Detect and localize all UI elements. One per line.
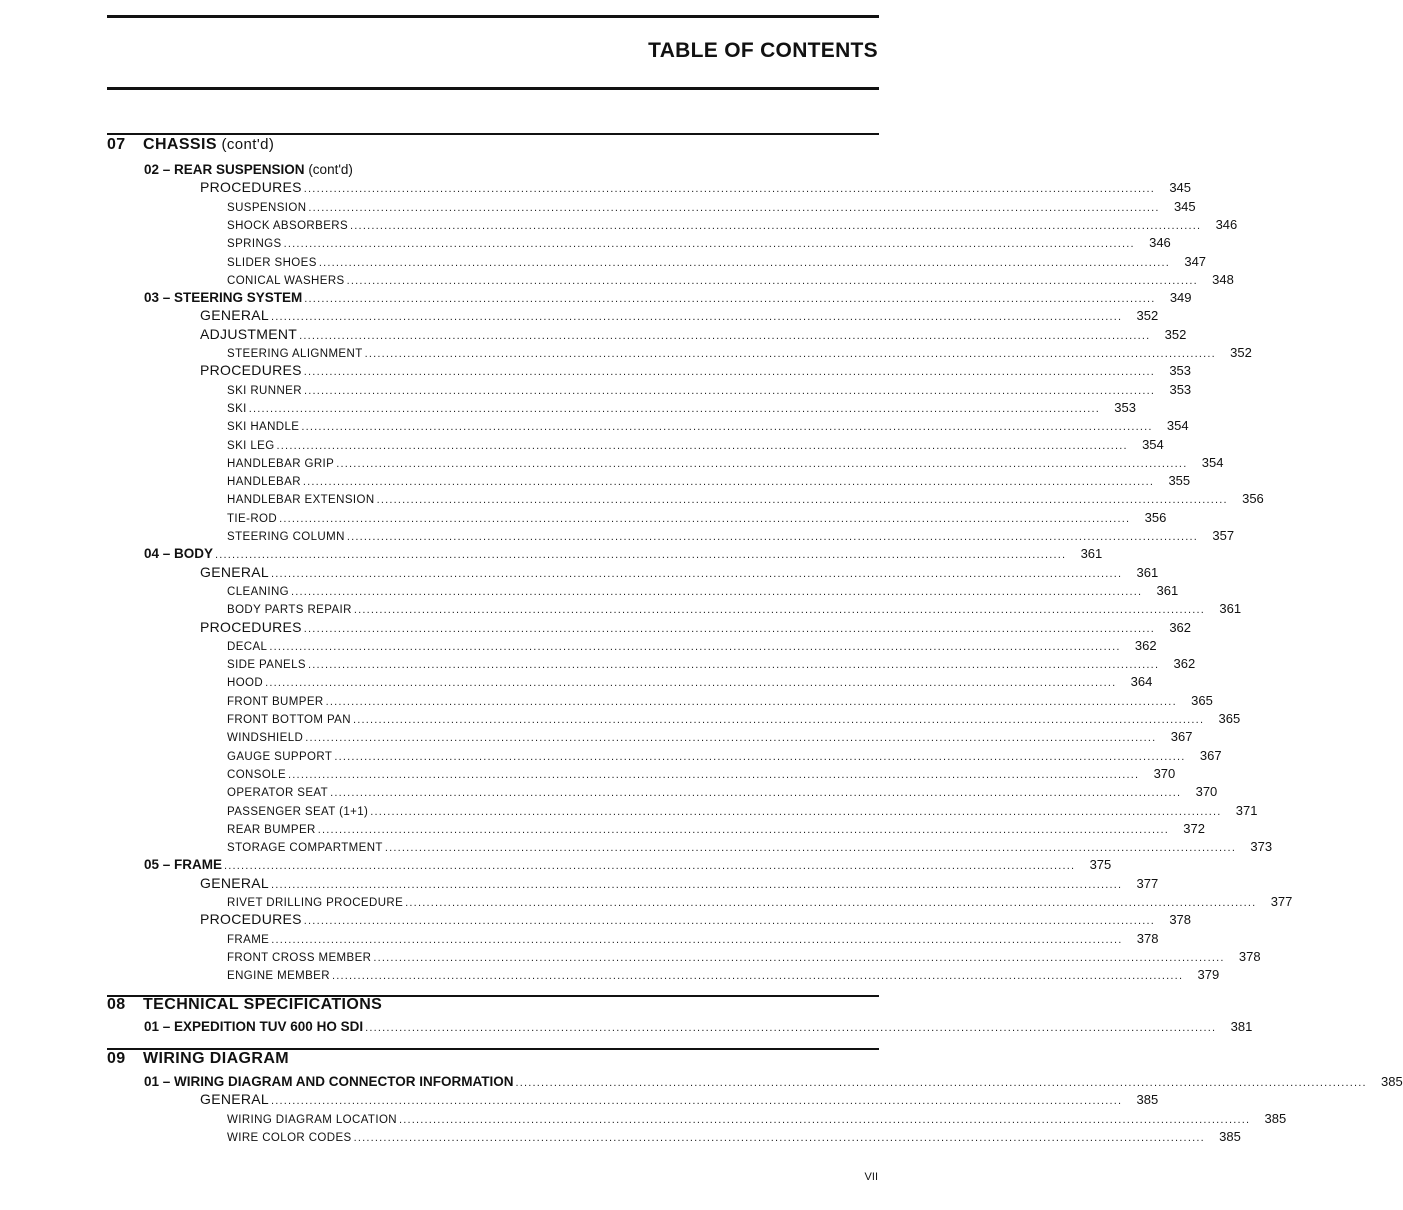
- toc-entry-label: STEERING ALIGNMENT: [227, 348, 363, 360]
- toc-entry-page: 362: [1173, 656, 1196, 672]
- dot-leader: ........................................................................................................................................................................................................: [352, 714, 1205, 726]
- dot-leader: ........................................................................................................................................................................................................: [248, 402, 1100, 415]
- toc-entry-page: 353: [1114, 399, 1136, 415]
- section-continued: (cont'd): [216, 136, 275, 153]
- toc-entry-page: 385: [1381, 1074, 1403, 1089]
- dot-leader: ........................................................................................................................................................................................................: [303, 384, 1156, 397]
- section-number: 08: [107, 996, 126, 1013]
- toc-entry[interactable]: [200, 324, 1187, 342]
- dot-leader: ........................................................................................................................................................................................................: [265, 677, 1117, 690]
- dot-leader: ........................................................................................................................................................................................................: [331, 970, 1184, 983]
- toc-entry-page: 381: [1230, 1019, 1253, 1034]
- toc-entry-label: SPRINGS: [227, 238, 282, 251]
- toc-entry-label: GENERAL: [200, 1091, 270, 1108]
- toc-entry-page: 347: [1184, 253, 1207, 269]
- toc-entry-label: SIDE PANELS: [227, 659, 306, 672]
- toc-entry-page: 377: [1136, 875, 1159, 891]
- toc-entry-label: GENERAL: [200, 307, 270, 324]
- dot-leader: ........................................................................................................................................................................................................: [271, 933, 1123, 946]
- toc-entry-page: 352: [1230, 345, 1252, 360]
- toc-entry-page: 346: [1149, 235, 1171, 251]
- toc-entry-label: PROCEDURES: [200, 179, 302, 196]
- toc-entry-label: DECAL: [227, 640, 268, 653]
- section-heading[interactable]: [107, 1050, 879, 1068]
- toc-entry-page: 370: [1153, 765, 1176, 781]
- toc-entry-label: CLEANING: [227, 585, 289, 598]
- toc-entry-label: 02 – REAR SUSPENSION (cont'd): [144, 162, 353, 177]
- dot-leader: ........................................................................................................................................................................................................: [399, 1113, 1251, 1126]
- toc-entry-label: FRONT CROSS MEMBER: [227, 951, 372, 964]
- toc-entry-label: 01 – WIRING DIAGRAM AND CONNECTOR INFORMATION: [144, 1074, 514, 1089]
- dot-leader: ........................................................................................................................................................................................................: [376, 494, 1228, 507]
- toc-entry-label: PROCEDURES: [200, 911, 302, 928]
- dot-leader: ........................................................................................................................................................................................................: [301, 421, 1153, 434]
- toc-entry[interactable]: [144, 159, 879, 177]
- dot-leader: ........................................................................................................................................................................................................: [318, 256, 1171, 269]
- toc-entry[interactable]: [227, 726, 1193, 745]
- toc-entry-label: BODY PARTS REPAIR: [227, 604, 352, 617]
- toc-entry-label: HOOD: [227, 677, 264, 690]
- toc-entry[interactable]: [227, 269, 1234, 287]
- dot-leader: ........................................................................................................................................................................................................: [336, 457, 1188, 470]
- toc-entry-page: 367: [1170, 729, 1193, 745]
- dot-leader: ........................................................................................................................................................................................................: [370, 805, 1222, 818]
- section-number: 09: [107, 1050, 126, 1067]
- dot-leader: ........................................................................................................................................................................................................: [215, 549, 1067, 562]
- toc-entry-label: CONICAL WASHERS: [227, 274, 345, 287]
- toc-entry-label: FRONT BOTTOM PAN: [227, 714, 351, 726]
- toc-entry[interactable]: [227, 708, 1241, 726]
- dot-leader: ........................................................................................................................................................................................................: [350, 219, 1202, 232]
- section-title: TECHNICAL SPECIFICATIONS: [143, 996, 383, 1013]
- dot-leader: ........................................................................................................................................................................................................: [224, 860, 1076, 873]
- dot-leader: ........................................................................................................................................................................................................: [279, 512, 1131, 525]
- toc-entry-label: OPERATOR SEAT: [227, 787, 329, 800]
- toc-entry-page: 378: [1238, 948, 1261, 964]
- toc-entry-page: 353: [1169, 381, 1192, 397]
- toc-entry-page: 361: [1156, 582, 1179, 598]
- toc-entry-page: 378: [1136, 930, 1159, 946]
- page-number: VII: [864, 1171, 878, 1183]
- toc-entry-label: TIE-ROD: [227, 512, 278, 525]
- toc-entry-label: SUSPENSION: [227, 201, 307, 214]
- toc-entry-label: GENERAL: [200, 563, 270, 580]
- section-rule: [107, 133, 879, 135]
- toc-entry-label: HANDLEBAR EXTENSION: [227, 494, 375, 507]
- dot-leader: ........................................................................................................................................................................................................: [304, 293, 1156, 306]
- toc-entry[interactable]: [227, 690, 1213, 708]
- toc-entry-label: 04 – BODY: [144, 546, 214, 562]
- toc-entry-label: PROCEDURES: [200, 362, 302, 379]
- title-rule: [107, 87, 879, 90]
- toc-entry[interactable]: [227, 653, 1196, 672]
- dot-leader: ........................................................................................................................................................................................................: [299, 329, 1151, 342]
- toc-entry-page: 373: [1250, 839, 1273, 855]
- toc-entry-page: 385: [1136, 1092, 1159, 1108]
- toc-entry[interactable]: [227, 507, 1167, 525]
- toc-entry[interactable]: [227, 470, 1191, 489]
- dot-leader: ........................................................................................................................................................................................................: [271, 567, 1123, 580]
- toc-entry[interactable]: [227, 196, 1196, 214]
- toc-entry-label: REAR BUMPER: [227, 823, 316, 836]
- toc-entry-page: 367: [1199, 747, 1222, 763]
- toc-entry-label: SKI RUNNER: [227, 384, 302, 397]
- toc-entry[interactable]: [200, 177, 1192, 196]
- toc-entry-label: GAUGE SUPPORT: [227, 750, 333, 763]
- toc-entry-page: 353: [1169, 363, 1192, 379]
- dot-leader: ........................................................................................................................................................................................................: [291, 585, 1143, 598]
- toc-entry-page: 361: [1219, 601, 1242, 617]
- dot-leader: ........................................................................................................................................................................................................: [283, 238, 1135, 251]
- toc-entry[interactable]: [227, 946, 1261, 964]
- section-heading[interactable]: [107, 136, 879, 154]
- toc-entry-label: FRONT BUMPER: [227, 695, 324, 708]
- toc-entry-label: ENGINE MEMBER: [227, 970, 330, 983]
- toc-entry-page: 370: [1195, 784, 1218, 800]
- toc-entry[interactable]: [227, 251, 1207, 269]
- dot-leader: ........................................................................................................................................................................................................: [330, 787, 1182, 800]
- toc-entry-label: WIRING DIAGRAM LOCATION: [227, 1113, 397, 1126]
- toc-entry[interactable]: [227, 635, 1157, 653]
- toc-entry-page: 365: [1218, 711, 1241, 726]
- toc-entry-label: ADJUSTMENT: [200, 325, 298, 342]
- dot-leader: ........................................................................................................................................................................................................: [303, 183, 1156, 196]
- toc-entry-label: PROCEDURES: [200, 618, 302, 635]
- toc-entry[interactable]: [227, 598, 1242, 617]
- dot-leader: ........................................................................................................................................................................................................: [276, 439, 1128, 452]
- toc-entry-label: HANDLEBAR GRIP: [227, 457, 335, 470]
- toc-entry-label: SKI LEG: [227, 439, 275, 452]
- toc-entry[interactable]: [227, 763, 1176, 781]
- page-title: TABLE OF CONTENTS: [648, 39, 878, 62]
- toc-entry-label: FRAME: [227, 933, 270, 946]
- toc-entry[interactable]: [227, 818, 1205, 836]
- toc-entry-label: GENERAL: [200, 874, 270, 891]
- dot-leader: ........................................................................................................................................................................................................: [405, 897, 1257, 909]
- toc-entry[interactable]: [227, 452, 1224, 470]
- toc-entry-page: 361: [1080, 546, 1103, 562]
- dot-leader: ........................................................................................................................................................................................................: [271, 1095, 1123, 1108]
- dot-leader: ........................................................................................................................................................................................................: [288, 768, 1140, 781]
- toc-entry-label: HANDLEBAR: [227, 476, 301, 489]
- toc-entry[interactable]: [227, 671, 1153, 690]
- toc-entry-page: 361: [1136, 564, 1159, 580]
- toc-entry-label: RIVET DRILLING PROCEDURE: [227, 897, 404, 909]
- toc-entry-label: SHOCK ABSORBERS: [227, 219, 349, 232]
- toc-entry[interactable]: [227, 928, 1159, 946]
- toc-entry[interactable]: [227, 379, 1192, 397]
- toc-entry-page: 362: [1134, 637, 1157, 653]
- dot-leader: ........................................................................................................................................................................................................: [317, 823, 1169, 836]
- toc-entry-page: 378: [1169, 912, 1192, 928]
- toc-entry[interactable]: [144, 287, 1192, 306]
- toc-entry[interactable]: [227, 800, 1258, 818]
- dot-leader: ........................................................................................................................................................................................................: [271, 878, 1123, 891]
- toc-entry[interactable]: [200, 562, 1159, 580]
- dot-leader: ........................................................................................................................................................................................................: [384, 842, 1237, 855]
- toc-entry[interactable]: [227, 342, 1252, 360]
- toc-entry-page: 345: [1169, 180, 1192, 196]
- toc-entry-label: WIRE COLOR CODES: [227, 1131, 352, 1144]
- top-rule: [107, 15, 879, 18]
- toc-entry-label: STEERING COLUMN: [227, 531, 345, 543]
- toc-entry[interactable]: [227, 397, 1136, 415]
- dot-leader: ........................................................................................................................................................................................................: [353, 604, 1206, 617]
- toc-entry-label: 05 – FRAME: [144, 857, 223, 873]
- toc-entry-label: SKI HANDLE: [227, 421, 300, 434]
- toc-entry[interactable]: [200, 305, 1159, 324]
- toc-entry[interactable]: [144, 854, 1112, 873]
- toc-entry-label: PASSENGER SEAT (1+1): [227, 805, 369, 818]
- dot-leader: ........................................................................................................................................................................................................: [269, 640, 1121, 653]
- section-title: CHASSIS: [143, 136, 217, 153]
- dot-leader: ........................................................................................................................................................................................................: [307, 659, 1160, 672]
- toc-entry-page: 377: [1270, 894, 1293, 909]
- toc-entry-label: CONSOLE: [227, 768, 287, 781]
- toc-entry-page: 354: [1166, 418, 1189, 434]
- toc-entry-page: 357: [1212, 528, 1235, 543]
- toc-entry[interactable]: [144, 1016, 1253, 1034]
- toc-entry[interactable]: [227, 836, 1273, 855]
- toc-entry-page: 354: [1201, 454, 1224, 470]
- toc-entry[interactable]: [227, 434, 1164, 452]
- toc-entry-page: 352: [1136, 308, 1159, 324]
- toc-entry-page: 375: [1089, 857, 1112, 873]
- toc-entry-page: 352: [1164, 326, 1187, 342]
- toc-entry-page: 365: [1191, 692, 1213, 708]
- dot-leader: ........................................................................................................................................................................................................: [271, 311, 1123, 324]
- dot-leader: ........................................................................................................................................................................................................: [373, 951, 1225, 964]
- toc-entry-page: 379: [1197, 967, 1220, 983]
- toc-entry-page: 385: [1264, 1110, 1287, 1126]
- section-heading[interactable]: [107, 996, 879, 1014]
- dot-leader: ........................................................................................................................................................................................................: [303, 622, 1156, 635]
- toc-entry[interactable]: [200, 873, 1159, 891]
- toc-entry-page: 349: [1169, 290, 1192, 306]
- section-number: 07: [107, 136, 126, 153]
- dot-leader: ........................................................................................................................................................................................................: [515, 1077, 1367, 1089]
- toc-entry-page: 355: [1168, 473, 1191, 489]
- dot-leader: ........................................................................................................................................................................................................: [346, 531, 1199, 543]
- dot-leader: ........................................................................................................................................................................................................: [302, 476, 1155, 489]
- dot-leader: ........................................................................................................................................................................................................: [353, 1131, 1205, 1144]
- toc-entry[interactable]: [227, 781, 1218, 800]
- toc-entry[interactable]: [227, 964, 1220, 983]
- toc-entry[interactable]: [227, 232, 1171, 251]
- dot-leader: ........................................................................................................................................................................................................: [305, 732, 1157, 745]
- dot-leader: ........................................................................................................................................................................................................: [365, 1022, 1217, 1034]
- toc-entry-page: 356: [1242, 491, 1264, 507]
- dot-leader: ........................................................................................................................................................................................................: [334, 750, 1186, 763]
- toc-entry[interactable]: [227, 580, 1179, 598]
- toc-entry[interactable]: [227, 1126, 1241, 1144]
- toc-entry-label: 01 – EXPEDITION TUV 600 HO SDI: [144, 1019, 364, 1034]
- toc-entry[interactable]: [227, 745, 1222, 763]
- toc-entry[interactable]: [227, 488, 1264, 507]
- dot-leader: ........................................................................................................................................................................................................: [325, 695, 1177, 708]
- toc-entry-label: STORAGE COMPARTMENT: [227, 842, 383, 855]
- toc-entry-page: 364: [1130, 674, 1153, 690]
- toc-entry-page: 372: [1183, 820, 1205, 836]
- toc-entry[interactable]: [144, 543, 1103, 562]
- toc-entry[interactable]: [227, 1108, 1287, 1126]
- toc-entry[interactable]: [200, 909, 1192, 928]
- toc-entry-page: 354: [1142, 436, 1164, 452]
- dot-leader: ........................................................................................................................................................................................................: [346, 274, 1198, 287]
- toc-entry[interactable]: [227, 525, 1235, 543]
- section-title: WIRING DIAGRAM: [143, 1050, 290, 1067]
- toc-entry-label: SKI: [227, 402, 247, 415]
- dot-leader: ........................................................................................................................................................................................................: [308, 201, 1160, 214]
- toc-entry-label: SLIDER SHOES: [227, 256, 317, 269]
- toc-entry-page: 345: [1173, 198, 1196, 214]
- toc-entry-page: 371: [1235, 802, 1258, 818]
- toc-entry-page: 346: [1215, 216, 1238, 232]
- toc-entry[interactable]: [144, 1071, 1403, 1089]
- toc-entry[interactable]: [200, 1089, 1159, 1108]
- toc-entry[interactable]: [227, 415, 1189, 434]
- toc-entry-page: 348: [1212, 271, 1234, 287]
- dot-leader: ........................................................................................................................................................................................................: [303, 366, 1156, 379]
- toc-entry-label: WINDSHIELD: [227, 732, 304, 745]
- toc-entry-page: 385: [1219, 1128, 1241, 1144]
- toc-entry-label: 03 – STEERING SYSTEM: [144, 290, 303, 306]
- toc-entry[interactable]: [227, 891, 1293, 909]
- toc-entry[interactable]: [200, 360, 1192, 379]
- dot-leader: ........................................................................................................................................................................................................: [364, 348, 1216, 360]
- toc-entry[interactable]: [227, 214, 1238, 232]
- dot-leader: ........................................................................................................................................................................................................: [303, 915, 1156, 928]
- toc-entry-page: 362: [1169, 619, 1192, 635]
- toc-entry[interactable]: [200, 617, 1192, 635]
- toc-entry-page: 356: [1144, 509, 1167, 525]
